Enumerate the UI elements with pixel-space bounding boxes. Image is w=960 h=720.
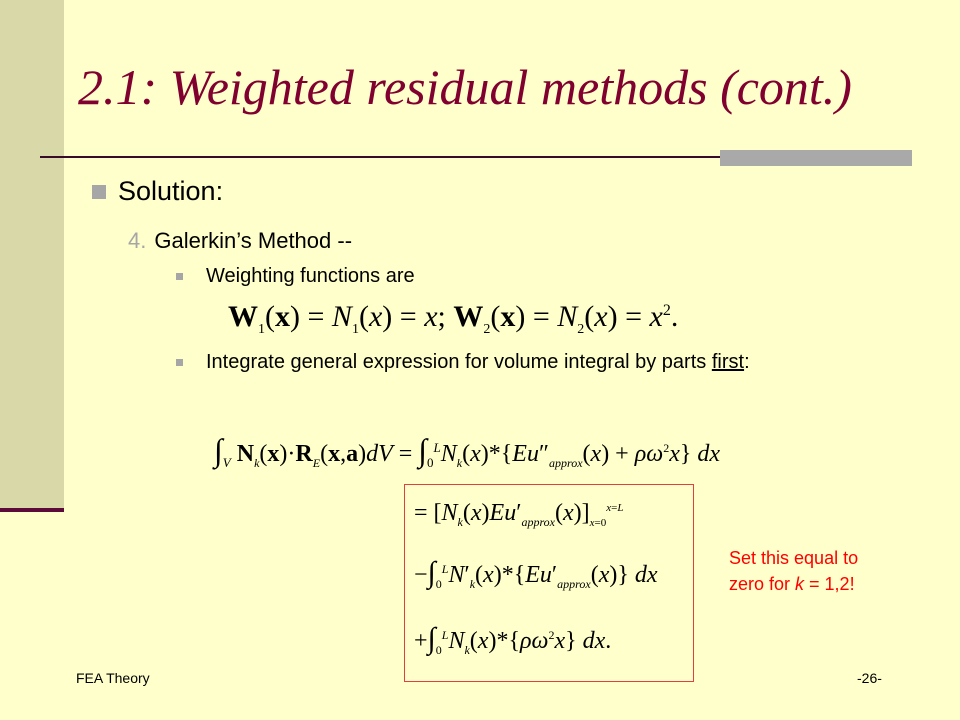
numbered-item — [128, 228, 352, 254]
title-underline-accent — [720, 150, 912, 166]
small-square-bullet-icon — [176, 273, 183, 280]
side-note-line2: zero for k = 1,2! — [729, 574, 855, 594]
slide-title: 2.1: Weighted residual methods (cont.) — [78, 59, 852, 115]
item-text: Galerkin’s Method -- — [154, 228, 353, 253]
stiffness-term-equation: $-\int_0^LN'_k(x)*\{Eu'_{approx}(x)\}$ dx — [414, 556, 658, 591]
bullet-level1 — [92, 176, 223, 207]
footer-page-number: -26- — [857, 670, 882, 686]
load-term-equation: $+\int_0^LN_k(x)*\{\rho\omega^2x\}$ dx. — [414, 622, 612, 657]
bullet-weighting — [176, 262, 816, 290]
item-number: 4. — [128, 228, 147, 253]
left-decorative-bar — [0, 0, 64, 512]
left-bar-accent — [0, 508, 64, 512]
square-bullet-icon — [92, 185, 106, 199]
footer-course-label: FEA Theory — [76, 670, 150, 686]
side-note-line1: Set this equal to — [729, 548, 859, 568]
bullet-integrate — [176, 348, 836, 376]
volume-integral-equation: $\int_V$ $N_k(x)\cdot R_E(x,a)dV = \int_0^LN_k(x)*\{Eu''_{approx}(x) + \rho\omega^2x\}$ dx — [214, 432, 721, 470]
boundary-term-equation: = $[N_k(x)Eu'_{approx}(x)]_{x=0}^{x=L}$ — [414, 500, 624, 529]
bullet-weighting-text: Weighting functions are — [206, 265, 415, 287]
bullet-level1-text: Solution: — [118, 176, 224, 206]
weighting-functions-equation: $W_1(x) = N_1(x) = x$; $W_2(x) = N_2(x) = x^2$. — [228, 300, 679, 337]
bullet-integrate-text: Integrate general expression for volume integral by parts first: — [206, 351, 750, 373]
small-square-bullet-icon — [176, 359, 183, 366]
side-note — [729, 545, 858, 597]
